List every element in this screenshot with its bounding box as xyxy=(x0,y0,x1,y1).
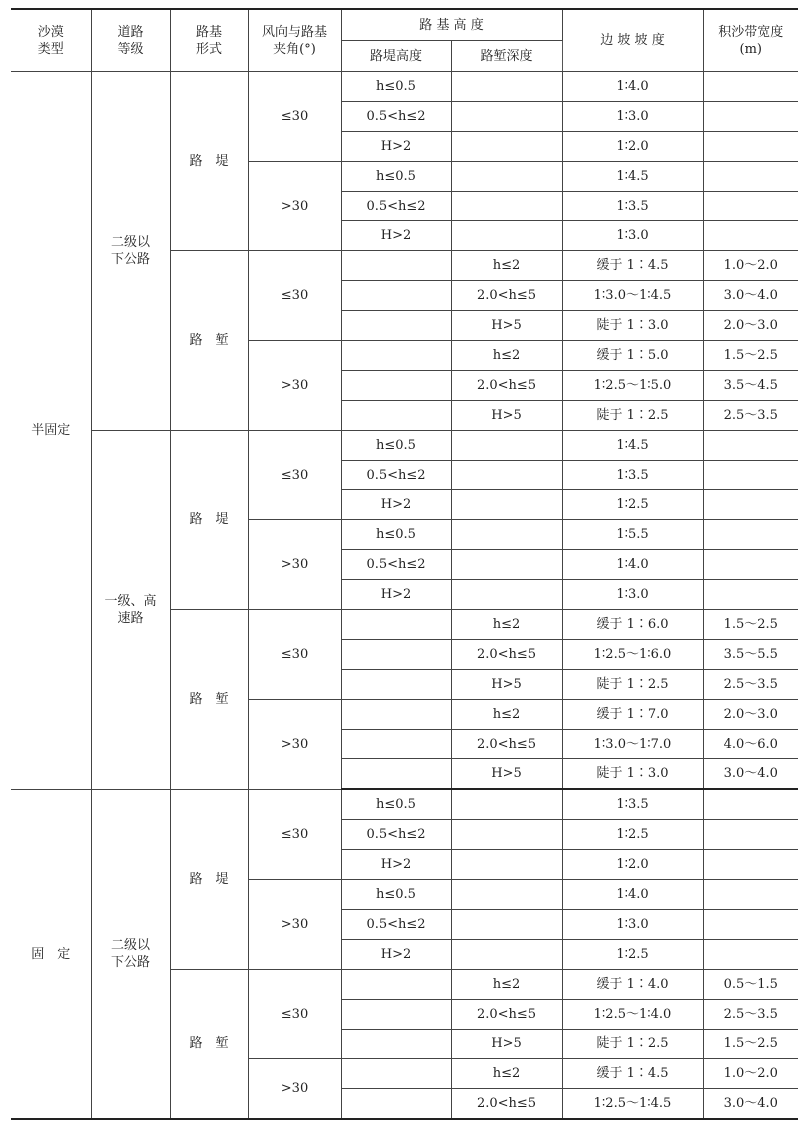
slope-cell: 缓于 1∶6.0 xyxy=(562,610,703,640)
subgrade-form-cell: 路 堑 xyxy=(170,969,248,1119)
table-row xyxy=(11,72,798,102)
cutting-depth-cell: h≤2 xyxy=(451,699,562,729)
cutting-depth-cell: 2.0<h≤5 xyxy=(451,370,562,400)
cutting-depth-cell xyxy=(451,909,562,939)
slope-cell: 1∶5.5 xyxy=(562,520,703,550)
slope-cell: 缓于 1∶4.5 xyxy=(562,251,703,281)
cutting-depth-cell xyxy=(451,580,562,610)
sand-belt-width-cell: 1.0～2.0 xyxy=(703,1059,798,1089)
subgrade-form-cell: 路 堑 xyxy=(170,251,248,430)
sand-belt-width-cell: 3.5～4.5 xyxy=(703,370,798,400)
slope-cell: 缓于 1∶5.0 xyxy=(562,341,703,371)
sand-belt-width-cell xyxy=(703,789,798,819)
slope-cell: 1∶2.0 xyxy=(562,131,703,161)
header-subgrade-height: 路 基 高 度 xyxy=(341,9,562,41)
embankment-height-cell: h≤0.5 xyxy=(341,430,451,460)
sand-belt-width-cell xyxy=(703,909,798,939)
sand-belt-width-cell: 4.0～6.0 xyxy=(703,729,798,759)
sand-belt-width-cell: 3.5～5.5 xyxy=(703,639,798,669)
subgrade-form-cell: 路 堑 xyxy=(170,610,248,790)
embankment-height-cell: h≤0.5 xyxy=(341,789,451,819)
embankment-height-cell: H>2 xyxy=(341,850,451,880)
sand-belt-width-cell xyxy=(703,161,798,191)
cutting-depth-cell: 2.0<h≤5 xyxy=(451,639,562,669)
slope-cell: 1∶4.0 xyxy=(562,880,703,910)
embankment-height-cell: H>2 xyxy=(341,939,451,969)
embankment-height-cell xyxy=(341,669,451,699)
embankment-height-cell: H>2 xyxy=(341,221,451,251)
road-grade-cell: 二级以 下公路 xyxy=(91,789,170,1119)
slope-cell: 1∶3.5 xyxy=(562,460,703,490)
header-wind-angle: 风向与路基 夹角(°) xyxy=(248,9,341,72)
sand-belt-width-cell: 1.0～2.0 xyxy=(703,251,798,281)
sand-belt-width-cell xyxy=(703,72,798,102)
slope-cell: 1∶4.0 xyxy=(562,550,703,580)
embankment-height-cell: 0.5<h≤2 xyxy=(341,101,451,131)
embankment-height-cell xyxy=(341,311,451,341)
embankment-height-cell xyxy=(341,1089,451,1119)
table-row xyxy=(11,789,798,819)
sand-belt-width-cell: 3.0～4.0 xyxy=(703,759,798,789)
slope-cell: 1∶2.5～1∶5.0 xyxy=(562,370,703,400)
sand-belt-width-cell xyxy=(703,221,798,251)
slope-cell: 1∶4.0 xyxy=(562,72,703,102)
header-embankment-height: 路堤高度 xyxy=(341,41,451,72)
sand-belt-width-cell: 0.5～1.5 xyxy=(703,969,798,999)
embankment-height-cell xyxy=(341,1059,451,1089)
table-body xyxy=(11,72,798,1120)
slope-cell: 陡于 1∶3.0 xyxy=(562,311,703,341)
sand-belt-width-cell: 2.0～3.0 xyxy=(703,699,798,729)
embankment-height-cell: h≤0.5 xyxy=(341,161,451,191)
cutting-depth-cell xyxy=(451,191,562,221)
sand-desert-subgrade-table-container xyxy=(11,8,798,1120)
slope-cell: 陡于 1∶2.5 xyxy=(562,669,703,699)
cutting-depth-cell: h≤2 xyxy=(451,969,562,999)
embankment-height-cell xyxy=(341,370,451,400)
sand-belt-width-cell xyxy=(703,191,798,221)
slope-cell: 1∶3.0～1∶4.5 xyxy=(562,281,703,311)
header-road-grade: 道路 等级 xyxy=(91,9,170,72)
cutting-depth-cell xyxy=(451,161,562,191)
slope-cell: 1∶2.5 xyxy=(562,939,703,969)
slope-cell: 1∶4.5 xyxy=(562,161,703,191)
embankment-height-cell xyxy=(341,969,451,999)
embankment-height-cell xyxy=(341,699,451,729)
cutting-depth-cell xyxy=(451,520,562,550)
embankment-height-cell xyxy=(341,759,451,789)
table-row xyxy=(11,430,798,460)
desert-type-cell: 半固定 xyxy=(11,72,91,790)
wind-angle-cell: ≤30 xyxy=(248,610,341,700)
sand-belt-width-cell xyxy=(703,131,798,161)
cutting-depth-cell xyxy=(451,131,562,161)
cutting-depth-cell: 2.0<h≤5 xyxy=(451,1089,562,1119)
cutting-depth-cell: h≤2 xyxy=(451,341,562,371)
slope-cell: 1∶3.0 xyxy=(562,221,703,251)
table-header xyxy=(11,9,798,72)
sand-belt-width-cell xyxy=(703,460,798,490)
sand-belt-width-cell: 1.5～2.5 xyxy=(703,610,798,640)
slope-cell: 1∶3.5 xyxy=(562,191,703,221)
embankment-height-cell: 0.5<h≤2 xyxy=(341,460,451,490)
sand-belt-width-cell: 1.5～2.5 xyxy=(703,1029,798,1059)
subgrade-form-cell: 路 堤 xyxy=(170,789,248,969)
road-grade-cell: 一级、高 速路 xyxy=(91,430,170,789)
sand-belt-width-cell: 1.5～2.5 xyxy=(703,341,798,371)
cutting-depth-cell xyxy=(451,789,562,819)
embankment-height-cell: 0.5<h≤2 xyxy=(341,550,451,580)
slope-cell: 陡于 1∶3.0 xyxy=(562,759,703,789)
slope-cell: 1∶2.5 xyxy=(562,820,703,850)
slope-cell: 缓于 1∶4.0 xyxy=(562,969,703,999)
sand-belt-width-cell: 2.5～3.5 xyxy=(703,669,798,699)
road-grade-cell: 二级以 下公路 xyxy=(91,72,170,431)
sand-belt-width-cell xyxy=(703,430,798,460)
cutting-depth-cell: h≤2 xyxy=(451,251,562,281)
slope-cell: 1∶3.0 xyxy=(562,909,703,939)
embankment-height-cell xyxy=(341,341,451,371)
slope-cell: 1∶4.5 xyxy=(562,430,703,460)
embankment-height-cell: H>2 xyxy=(341,580,451,610)
cutting-depth-cell xyxy=(451,72,562,102)
cutting-depth-cell: H>5 xyxy=(451,311,562,341)
cutting-depth-cell: H>5 xyxy=(451,1029,562,1059)
slope-cell: 1∶3.5 xyxy=(562,789,703,819)
slope-cell: 1∶2.5～1∶4.5 xyxy=(562,1089,703,1119)
slope-cell: 1∶2.5～1∶4.0 xyxy=(562,999,703,1029)
embankment-height-cell: h≤0.5 xyxy=(341,880,451,910)
header-slope: 边 坡 坡 度 xyxy=(562,9,703,72)
cutting-depth-cell xyxy=(451,460,562,490)
sand-desert-subgrade-table xyxy=(11,8,798,1120)
header-subgrade-form: 路基 形式 xyxy=(170,9,248,72)
cutting-depth-cell: h≤2 xyxy=(451,610,562,640)
cutting-depth-cell: 2.0<h≤5 xyxy=(451,281,562,311)
embankment-height-cell: 0.5<h≤2 xyxy=(341,820,451,850)
embankment-height-cell xyxy=(341,610,451,640)
wind-angle-cell: >30 xyxy=(248,699,341,789)
sand-belt-width-cell: 3.0～4.0 xyxy=(703,1089,798,1119)
sand-belt-width-cell xyxy=(703,520,798,550)
embankment-height-cell xyxy=(341,729,451,759)
sand-belt-width-cell: 2.5～3.5 xyxy=(703,400,798,430)
slope-cell: 1∶2.5～1∶6.0 xyxy=(562,639,703,669)
cutting-depth-cell: 2.0<h≤5 xyxy=(451,729,562,759)
slope-cell: 陡于 1∶2.5 xyxy=(562,400,703,430)
embankment-height-cell xyxy=(341,639,451,669)
slope-cell: 1∶3.0 xyxy=(562,580,703,610)
wind-angle-cell: >30 xyxy=(248,880,341,970)
sand-belt-width-cell xyxy=(703,550,798,580)
slope-cell: 1∶2.5 xyxy=(562,490,703,520)
embankment-height-cell xyxy=(341,400,451,430)
sand-belt-width-cell: 2.5～3.5 xyxy=(703,999,798,1029)
sand-belt-width-cell xyxy=(703,101,798,131)
wind-angle-cell: >30 xyxy=(248,1059,341,1119)
sand-belt-width-cell xyxy=(703,820,798,850)
wind-angle-cell: ≤30 xyxy=(248,789,341,879)
header-sand-belt-width: 积沙带宽度 (m) xyxy=(703,9,798,72)
cutting-depth-cell: H>5 xyxy=(451,669,562,699)
cutting-depth-cell xyxy=(451,490,562,520)
slope-cell: 1∶3.0～1∶7.0 xyxy=(562,729,703,759)
embankment-height-cell: h≤0.5 xyxy=(341,72,451,102)
wind-angle-cell: ≤30 xyxy=(248,969,341,1059)
cutting-depth-cell xyxy=(451,430,562,460)
embankment-height-cell: h≤0.5 xyxy=(341,520,451,550)
cutting-depth-cell xyxy=(451,939,562,969)
slope-cell: 1∶3.0 xyxy=(562,101,703,131)
wind-angle-cell: ≤30 xyxy=(248,430,341,520)
wind-angle-cell: >30 xyxy=(248,520,341,610)
embankment-height-cell xyxy=(341,1029,451,1059)
embankment-height-cell: 0.5<h≤2 xyxy=(341,191,451,221)
slope-cell: 缓于 1∶4.5 xyxy=(562,1059,703,1089)
cutting-depth-cell xyxy=(451,820,562,850)
wind-angle-cell: >30 xyxy=(248,341,341,431)
wind-angle-cell: ≤30 xyxy=(248,72,341,162)
cutting-depth-cell: H>5 xyxy=(451,759,562,789)
wind-angle-cell: >30 xyxy=(248,161,341,251)
sand-belt-width-cell xyxy=(703,939,798,969)
sand-belt-width-cell: 3.0～4.0 xyxy=(703,281,798,311)
slope-cell: 缓于 1∶7.0 xyxy=(562,699,703,729)
embankment-height-cell xyxy=(341,999,451,1029)
desert-type-cell: 固 定 xyxy=(11,789,91,1119)
cutting-depth-cell: 2.0<h≤5 xyxy=(451,999,562,1029)
subgrade-form-cell: 路 堤 xyxy=(170,430,248,609)
cutting-depth-cell xyxy=(451,101,562,131)
cutting-depth-cell xyxy=(451,550,562,580)
subgrade-form-cell: 路 堤 xyxy=(170,72,248,251)
embankment-height-cell: H>2 xyxy=(341,490,451,520)
slope-cell: 1∶2.0 xyxy=(562,850,703,880)
sand-belt-width-cell xyxy=(703,880,798,910)
embankment-height-cell: H>2 xyxy=(341,131,451,161)
cutting-depth-cell xyxy=(451,221,562,251)
cutting-depth-cell xyxy=(451,850,562,880)
header-cutting-depth: 路堑深度 xyxy=(451,41,562,72)
header-desert-type: 沙漠 类型 xyxy=(11,9,91,72)
cutting-depth-cell: h≤2 xyxy=(451,1059,562,1089)
embankment-height-cell: 0.5<h≤2 xyxy=(341,909,451,939)
sand-belt-width-cell xyxy=(703,580,798,610)
slope-cell: 陡于 1∶2.5 xyxy=(562,1029,703,1059)
cutting-depth-cell: H>5 xyxy=(451,400,562,430)
sand-belt-width-cell xyxy=(703,850,798,880)
embankment-height-cell xyxy=(341,251,451,281)
wind-angle-cell: ≤30 xyxy=(248,251,341,341)
cutting-depth-cell xyxy=(451,880,562,910)
sand-belt-width-cell: 2.0～3.0 xyxy=(703,311,798,341)
embankment-height-cell xyxy=(341,281,451,311)
sand-belt-width-cell xyxy=(703,490,798,520)
